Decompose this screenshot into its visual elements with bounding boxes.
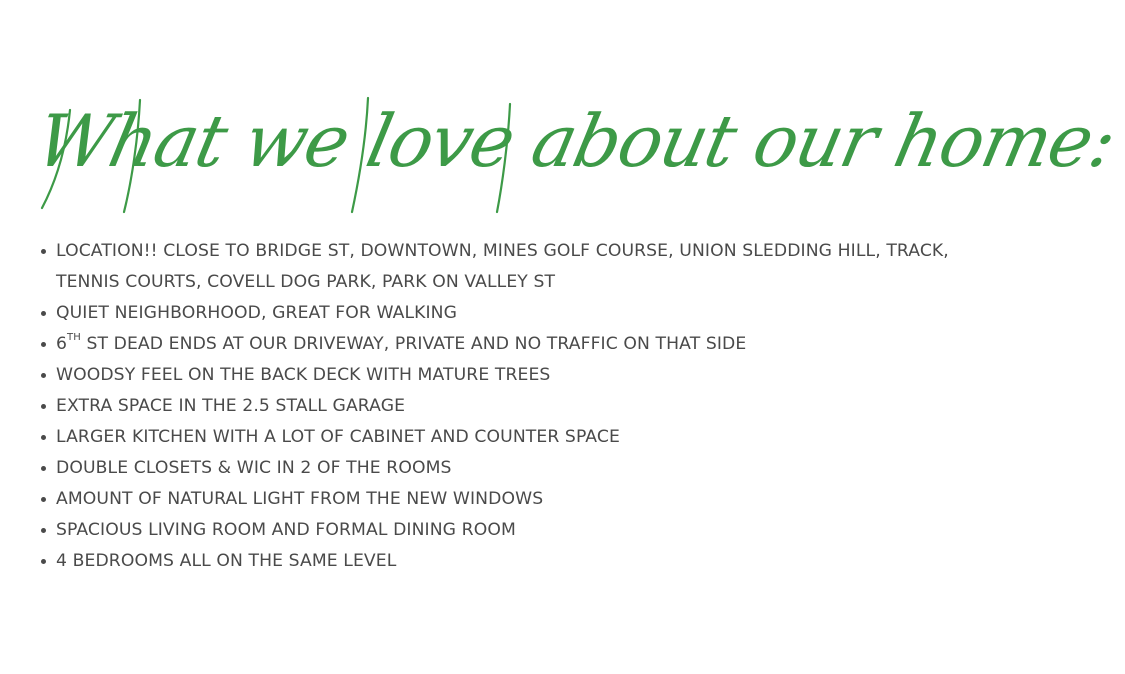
- bullet-icon: [41, 373, 46, 378]
- list-item-text: WOODSY FEEL ON THE BACK DECK WITH MATURE TREES: [56, 365, 551, 385]
- bullet-icon: [41, 249, 46, 254]
- list-item: [56, 422, 976, 453]
- list-item: [56, 484, 976, 515]
- list-item: [56, 391, 976, 422]
- ordinal-suffix: TH: [67, 332, 81, 344]
- bullet-icon: [41, 404, 46, 409]
- bullet-icon: [41, 311, 46, 316]
- list-item: [56, 546, 976, 577]
- list-item-text: ST DEAD ENDS AT OUR DRIVEWAY, PRIVATE AND NO TRAFFIC ON THAT SIDE: [80, 334, 747, 354]
- page-title: What we love about our home:: [29, 99, 1123, 183]
- bullet-icon: [41, 342, 46, 347]
- list-item-text: SPACIOUS LIVING ROOM AND FORMAL DINING ROOM: [56, 520, 516, 540]
- list-item: [56, 360, 976, 391]
- list-item: [56, 453, 976, 484]
- list-item: [56, 236, 976, 298]
- list-item-text: 4 BEDROOMS ALL ON THE SAME LEVEL: [56, 551, 397, 571]
- list-item: [56, 329, 976, 360]
- bullet-icon: [41, 435, 46, 440]
- list-item-text: LOCATION!! CLOSE TO BRIDGE ST, DOWNTOWN, MINES GOLF COURSE, UNION SLEDDING HILL, TRACK, TENNIS COURTS, COVELL DOG PARK, PARK ON VALLEY ST: [56, 241, 949, 292]
- list-item-text: 6: [56, 334, 68, 354]
- list-item-text: DOUBLE CLOSETS & WIC IN 2 OF THE ROOMS: [56, 458, 452, 478]
- list-item: [56, 515, 976, 546]
- bullet-icon: [41, 466, 46, 471]
- heading-block: [22, 86, 1123, 218]
- list-item-text: AMOUNT OF NATURAL LIGHT FROM THE NEW WINDOWS: [56, 489, 544, 509]
- list-item: [56, 298, 976, 329]
- list-item-text: LARGER KITCHEN WITH A LOT OF CABINET AND COUNTER SPACE: [56, 427, 620, 447]
- features-list: [56, 236, 976, 577]
- list-item-text: EXTRA SPACE IN THE 2.5 STALL GARAGE: [56, 396, 406, 416]
- bullet-icon: [41, 497, 46, 502]
- list-item-text: QUIET NEIGHBORHOOD, GREAT FOR WALKING: [56, 303, 458, 323]
- bullet-icon: [41, 528, 46, 533]
- bullet-icon: [41, 559, 46, 564]
